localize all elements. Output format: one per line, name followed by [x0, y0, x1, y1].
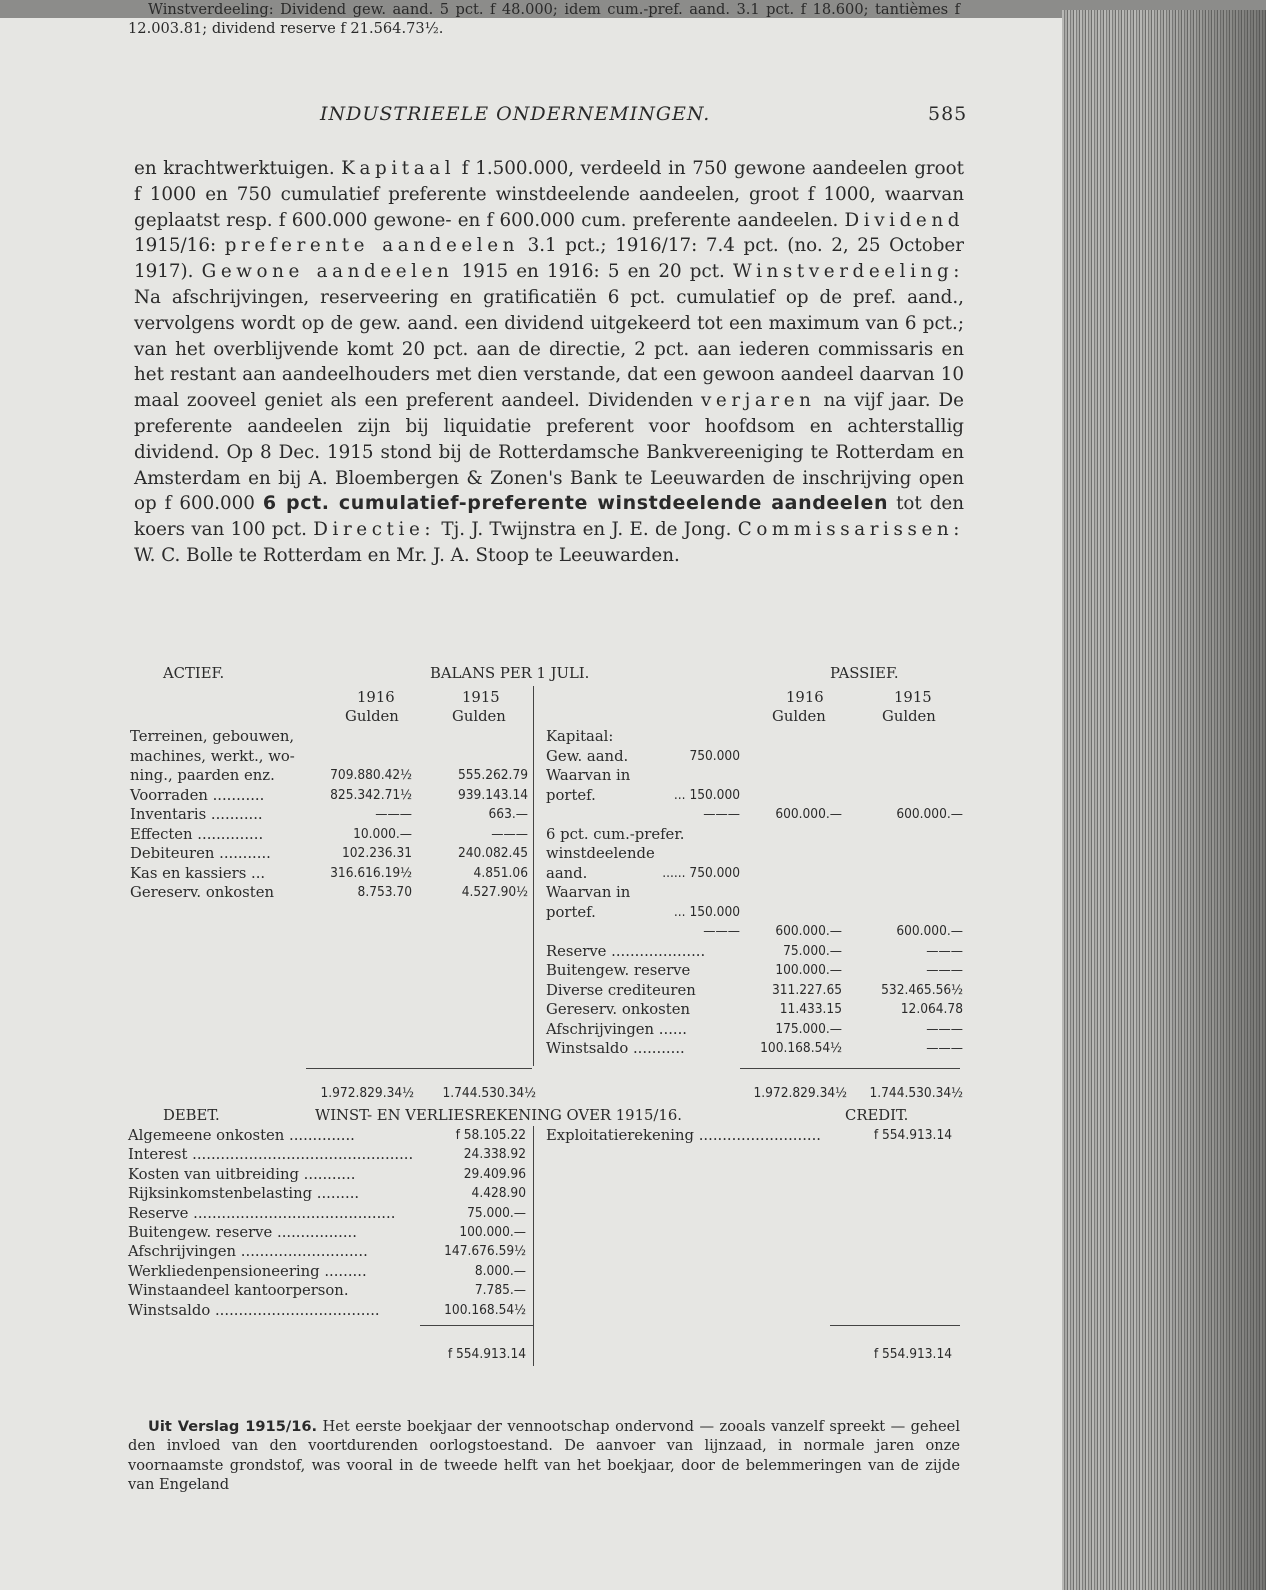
passief-value-1916: 311.227.65: [772, 981, 842, 998]
credit-value: f 554.913.14: [873, 1127, 952, 1143]
actief-heading: ACTIEF.: [163, 665, 225, 682]
unit-heading: Gulden: [452, 708, 506, 725]
debet-row-label: Winstsaldo ...................................: [128, 1301, 380, 1319]
actief-value-1915: 663.—: [488, 806, 528, 822]
actief-row-label: Kas en kassiers ...: [130, 864, 266, 882]
actief-row-label: Debiteuren ...........: [130, 845, 271, 862]
passief-value-1916: 600.000.—: [775, 923, 842, 939]
passief-value-1915: ———: [926, 942, 963, 959]
verslag-label: Uit Verslag 1915/16.: [148, 1418, 318, 1435]
debet-value: 7.785.—: [474, 1282, 526, 1299]
passief-row-label: aand.: [546, 864, 588, 882]
debet-value: 100.168.54½: [444, 1301, 526, 1318]
passief-subamount: ... 150.000: [673, 903, 740, 920]
running-header: INDUSTRIEELE ONDERNEMINGEN.: [320, 103, 711, 125]
actief-row-label: Voorraden ...........: [130, 786, 265, 804]
actief-value-1916: 10.000.—: [353, 825, 412, 842]
year-heading: 1916: [786, 689, 824, 706]
debet-row-label: Buitengew. reserve .................: [128, 1224, 357, 1241]
debet-row-label: Rijksinkomstenbelasting .........: [128, 1185, 360, 1203]
spaced-label: verjaren: [700, 390, 816, 412]
debet-value: 8.000.—: [474, 1262, 526, 1279]
actief-value-1916: ———: [375, 806, 412, 822]
passief-row-label: 6 pct. cum.-prefer.: [546, 825, 685, 843]
passief-row-label: Waarvan in: [546, 884, 631, 901]
passief-value-1916: 100.000.—: [775, 962, 842, 978]
actief-value-1915: 939.143.14: [458, 786, 528, 803]
credit-heading: CREDIT.: [845, 1107, 909, 1124]
debet-row-label: Interest ...............................................: [128, 1146, 414, 1164]
debet-row-label: Werkliedenpensioneering .........: [128, 1262, 367, 1280]
spaced-label: Kapitaal: [341, 158, 456, 179]
year-heading: 1916: [357, 689, 395, 706]
passief-value-1916: 175.000.—: [775, 1020, 842, 1037]
actief-row-label: machines, werkt., wo-: [130, 747, 295, 765]
debet-row-label: Afschrijvingen ...........................: [128, 1243, 368, 1261]
debet-row-label: Reserve ...........................................: [128, 1204, 396, 1222]
passief-subamount: 750.000: [689, 747, 740, 764]
page-number: 585: [928, 103, 968, 125]
unit-heading: Gulden: [345, 708, 399, 725]
passief-row-label: Gew. aand.: [546, 747, 629, 765]
spaced-label: Dividend: [844, 209, 964, 231]
passief-row-label: Buitengew. reserve: [546, 962, 691, 979]
total-rule: [306, 1068, 532, 1069]
passief-row-label: Diverse crediteuren: [546, 981, 696, 999]
debet-row-label: Algemeene onkosten ..............: [128, 1127, 355, 1144]
debet-value: 4.428.90: [471, 1185, 526, 1202]
passief-value-1915: ———: [926, 1040, 963, 1056]
passief-value-1915: 600.000.—: [896, 806, 963, 822]
credit-row-label: Exploitatierekening ..........................: [546, 1127, 822, 1144]
debet-row-label: Winstaandeel kantoorperson.: [128, 1282, 349, 1300]
passief-row-label: winstdeelende: [546, 845, 655, 862]
debet-value: 24.338.92: [463, 1146, 526, 1163]
debet-value: 147.676.59½: [444, 1243, 526, 1260]
passief-row-label: Waarvan in: [546, 767, 631, 784]
winstverdeeling-note: Winstverdeeling: Dividend gew. aand. 5 pct. f 48.000; idem cum.-pref. aand. 3.1 pct. f 18.600; tantièmes f 12.003.81; dividend reserve f 21.564.73½.: [128, 1, 960, 38]
total-value: 1.744.530.34½: [442, 1085, 536, 1101]
total-rule: [420, 1325, 533, 1326]
total-value: 1.972.829.34½: [753, 1085, 847, 1101]
actief-value-1916: 709.880.42½: [330, 767, 412, 783]
year-heading: 1915: [462, 689, 500, 706]
spaced-label: Winstverdeeling:: [733, 261, 965, 283]
total-value: 1.972.829.34½: [320, 1085, 414, 1101]
total-value: 1.744.530.34½: [869, 1085, 963, 1101]
actief-row-label: Terreinen, gebouwen,: [130, 728, 295, 745]
passief-subamount: ... 150.000: [673, 786, 740, 803]
spaced-label: Gewone aandeelen: [201, 261, 454, 283]
debet-value: 75.000.—: [467, 1204, 526, 1221]
column-divider: [533, 686, 534, 1066]
passief-row-label: Reserve ....................: [546, 942, 706, 960]
unit-heading: Gulden: [772, 708, 826, 725]
actief-value-1916: 825.342.71½: [330, 786, 412, 803]
actief-value-1916: 102.236.31: [342, 845, 412, 861]
body-paragraph: en krachtwerktuigen. Kapitaal f 1.500.000, verdeeld in 750 gewone aandeelen groot f 1000 en 750 cumulatief preferente winstdeelende aandeelen, groot f 1000, waarvan geplaatst resp. f 600.000 gewone- en f 600.000 cum. preferente aandeelen. Dividend 1915/16: preferente aandeelen 3.1 pct.; 1916/17: 7.4 pct. (no. 2, 25 October 1917). Gewone aandeelen 1915 en 1916: 5 en 20 pct. Winstverdeeling: Na afschrijvingen, reserveering en gratificatiën 6 pct. cumulatief op de pref. aand., vervolgens wordt op de gew. aand. een dividend uitgekeerd tot een maximum van 6 pct.; van het overblijvende komt 20 pct. aan de directie, 2 pct. aan iederen commissaris en het restant aan aandeelhouders met dien verstande, dat een gewoon aandeel daarvan 10 maal zooveel geniet als een preferent aandeel. Dividenden verjaren na vijf jaar. De preferente aandeelen zijn bij liquidatie preferent voor hoofdsom en achterstallig dividend. Op 8 Dec. 1915 stond bij de Rotterdamsche Bankvereeniging te Rotterdam en Amsterdam en bij A. Bloembergen & Zonen's Bank te Leeuwarden de inschrijving open op f 600.000 6 pct. cumulatief-preferente winstdeelende aandeelen tot den koers van 100 pct. Directie: Tj. J. Twijnstra en J. E. de Jong. Commissarissen: W. C. Bolle te Rotterdam en Mr. J. A. Stoop te Leeuwarden.: [134, 158, 965, 566]
passief-row-label: portef.: [546, 786, 596, 804]
debet-row-label: Kosten van uitbreiding ...........: [128, 1165, 356, 1183]
bold-issue-text: 6 pct. cumulatief-preferente winstdeelende aandeelen: [262, 492, 889, 515]
actief-value-1915: 555.262.79: [458, 767, 528, 783]
actief-value-1915: 4.527.90½: [461, 884, 528, 900]
passief-value-1915: ———: [926, 1020, 963, 1037]
total-value: f 554.913.14: [447, 1346, 526, 1362]
debet-heading: DEBET.: [163, 1107, 220, 1124]
passief-value-1915: 532.465.56½: [881, 981, 963, 998]
actief-value-1916: 316.616.19½: [330, 864, 412, 881]
actief-row-label: Gereserv. onkosten: [130, 884, 274, 901]
actief-row-label: Inventaris ...........: [130, 806, 263, 823]
passief-value-1915: ———: [926, 962, 963, 978]
actief-value-1915: 240.082.45: [458, 845, 528, 861]
actief-value-1915: 4.851.06: [473, 864, 528, 881]
actief-row-label: Effecten ..............: [130, 825, 264, 843]
column-divider: [533, 1126, 534, 1366]
passief-subamount: ———: [703, 806, 740, 822]
debet-value: 29.409.96: [463, 1165, 526, 1182]
balans-heading: BALANS PER 1 JULI.: [430, 665, 590, 682]
passief-value-1915: 600.000.—: [896, 923, 963, 939]
spaced-label: Commissarissen:: [737, 519, 965, 541]
total-rule: [830, 1325, 960, 1326]
passief-value-1916: 11.433.15: [779, 1001, 842, 1017]
actief-value-1916: 8.753.70: [357, 884, 412, 900]
verslag-note: Uit Verslag 1915/16. Het eerste boekjaar der vennootschap ondervond — zooals vanzelf spreekt — geheel den invloed van den voortdurenden oorlogstoestand. De aanvoer van lijnzaad, in normale jaren onze voornaamste grondstof, was vooral in de tweede helft van het boekjaar, door de belemmeringen van de zijde van Engeland: [128, 1418, 960, 1494]
passief-row-label: portef.: [546, 903, 596, 921]
passief-row-label: Afschrijvingen ......: [546, 1020, 688, 1038]
year-heading: 1915: [894, 689, 932, 706]
debet-value: 100.000.—: [459, 1224, 526, 1240]
passief-value-1916: 75.000.—: [783, 942, 842, 959]
wv-heading: WINST- EN VERLIESREKENING OVER 1915/16.: [315, 1107, 682, 1124]
passief-subamount: ...... 750.000: [662, 864, 740, 881]
passief-heading: PASSIEF.: [830, 665, 899, 682]
actief-row-label: ning., paarden enz.: [130, 767, 275, 784]
passief-row-label: Kapitaal:: [546, 728, 614, 745]
total-rule: [740, 1068, 960, 1069]
spaced-label: Directie:: [313, 519, 436, 541]
passief-value-1916: 100.168.54½: [760, 1040, 842, 1056]
debet-value: f 58.105.22: [455, 1127, 526, 1143]
passief-value-1916: 600.000.—: [775, 806, 842, 822]
passief-row-label: Gereserv. onkosten: [546, 1001, 690, 1018]
unit-heading: Gulden: [882, 708, 936, 725]
spaced-label: preferente aandeelen: [224, 235, 520, 257]
actief-value-1915: ———: [491, 825, 528, 842]
passief-value-1915: 12.064.78: [900, 1001, 963, 1017]
page-edges: [1062, 10, 1266, 1590]
passief-subamount: ———: [703, 923, 740, 939]
passief-row-label: Winstsaldo ...........: [546, 1040, 685, 1057]
total-value: f 554.913.14: [873, 1346, 952, 1362]
